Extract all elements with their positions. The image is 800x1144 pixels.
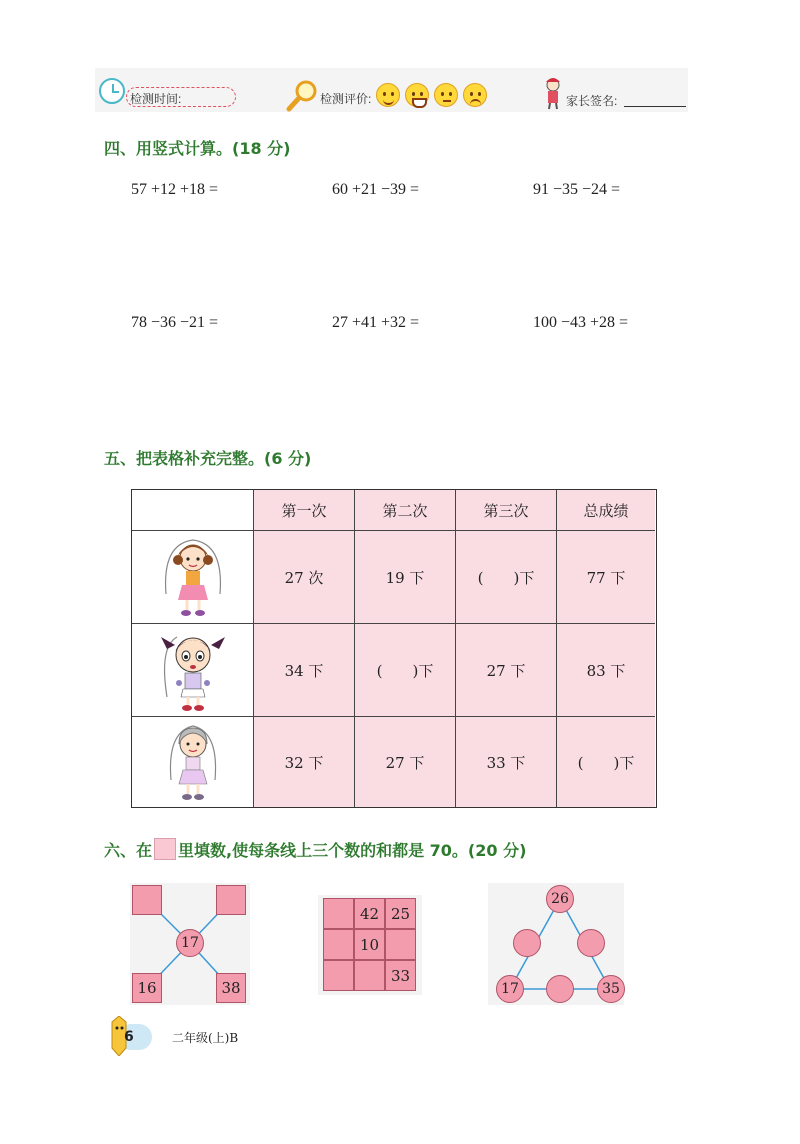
table-cell: 19 下 <box>355 531 456 624</box>
column-header: 总成绩 <box>557 490 655 531</box>
table-cell: 34 下 <box>254 624 355 717</box>
column-header: 第一次 <box>254 490 355 531</box>
expression: 100 −43 +28 = <box>533 314 629 331</box>
grid-cell: 10 <box>354 929 385 960</box>
table-cell: 27 次 <box>254 531 355 624</box>
x-puzzle-bottom-right: 38 <box>216 973 246 1003</box>
clock-icon <box>99 78 125 104</box>
grin-face-icon[interactable] <box>405 83 429 107</box>
table-cell: 83 下 <box>557 624 655 717</box>
kid-cell <box>132 531 254 624</box>
time-input-box[interactable] <box>126 87 236 107</box>
expression: 60 +21 −39 = <box>332 181 420 198</box>
section6-title <box>104 838 526 861</box>
table-cell: 33 下 <box>456 717 557 807</box>
girl-pigtails-jump-rope-icon <box>153 627 233 713</box>
column-header: 第二次 <box>355 490 456 531</box>
triangle-bottom-left: 17 <box>496 975 524 1003</box>
blank-square[interactable] <box>354 960 385 991</box>
girl-gray-hair-jump-rope-icon <box>161 720 225 804</box>
section5-title: 五、把表格补充完整。(6 分) <box>104 449 312 468</box>
triangle-top: 26 <box>546 885 574 913</box>
table-cell: 32 下 <box>254 717 355 807</box>
blank-circle[interactable] <box>546 975 574 1003</box>
expression: 27 +41 +32 = <box>332 314 420 331</box>
pink-square-icon <box>154 838 176 860</box>
blank-square[interactable] <box>323 960 354 991</box>
table-cell: 27 下 <box>355 717 456 807</box>
column-header: 第三次 <box>456 490 557 531</box>
magnifier-icon <box>285 78 319 112</box>
triangle-bottom-right: 35 <box>597 975 625 1003</box>
grid-cell: 42 <box>354 898 385 929</box>
table-corner-cell <box>132 490 254 531</box>
grid-cell: 25 <box>385 898 416 929</box>
table-cell: 77 下 <box>557 531 655 624</box>
parent-sign-label: 家长签名: <box>566 94 618 108</box>
grid-cell: 33 <box>385 960 416 991</box>
neutral-face-icon[interactable] <box>434 83 458 107</box>
sad-face-icon[interactable] <box>463 83 487 107</box>
table-cell: 27 下 <box>456 624 557 717</box>
answer-blank-cell[interactable]: ( )下 <box>557 717 655 807</box>
signature-line[interactable] <box>624 106 686 107</box>
blank-circle[interactable] <box>577 929 605 957</box>
girl-jump-rope-icon <box>158 534 228 620</box>
blank-circle[interactable] <box>513 929 541 957</box>
grade-label: 二年级(上)B <box>172 1031 239 1045</box>
section4-title: 四、用竖式计算。(18 分) <box>104 139 291 158</box>
blank-square[interactable] <box>323 929 354 960</box>
score-table <box>131 489 657 808</box>
parent-figure-icon <box>540 76 566 110</box>
time-label: 检测时间: <box>130 92 182 106</box>
x-puzzle-center: 17 <box>176 929 204 957</box>
answer-blank-cell[interactable]: ( )下 <box>456 531 557 624</box>
section6-title-before: 六、在 <box>104 841 153 860</box>
blank-square[interactable] <box>323 898 354 929</box>
blank-square[interactable] <box>132 885 162 915</box>
kid-cell <box>132 624 254 717</box>
eval-label: 检测评价: <box>320 92 372 106</box>
kid-cell <box>132 717 254 807</box>
blank-square[interactable] <box>216 885 246 915</box>
answer-blank-cell[interactable]: ( )下 <box>355 624 456 717</box>
happy-face-icon[interactable] <box>376 83 400 107</box>
page-number: 6 <box>124 1029 134 1045</box>
expression: 91 −35 −24 = <box>533 181 621 198</box>
expression: 57 +12 +18 = <box>131 181 219 198</box>
x-puzzle-bottom-left: 16 <box>132 973 162 1003</box>
expression: 78 −36 −21 = <box>131 314 219 331</box>
blank-square[interactable] <box>385 929 416 960</box>
section6-title-after: 里填数,使每条线上三个数的和都是 70。(20 分) <box>178 841 527 860</box>
